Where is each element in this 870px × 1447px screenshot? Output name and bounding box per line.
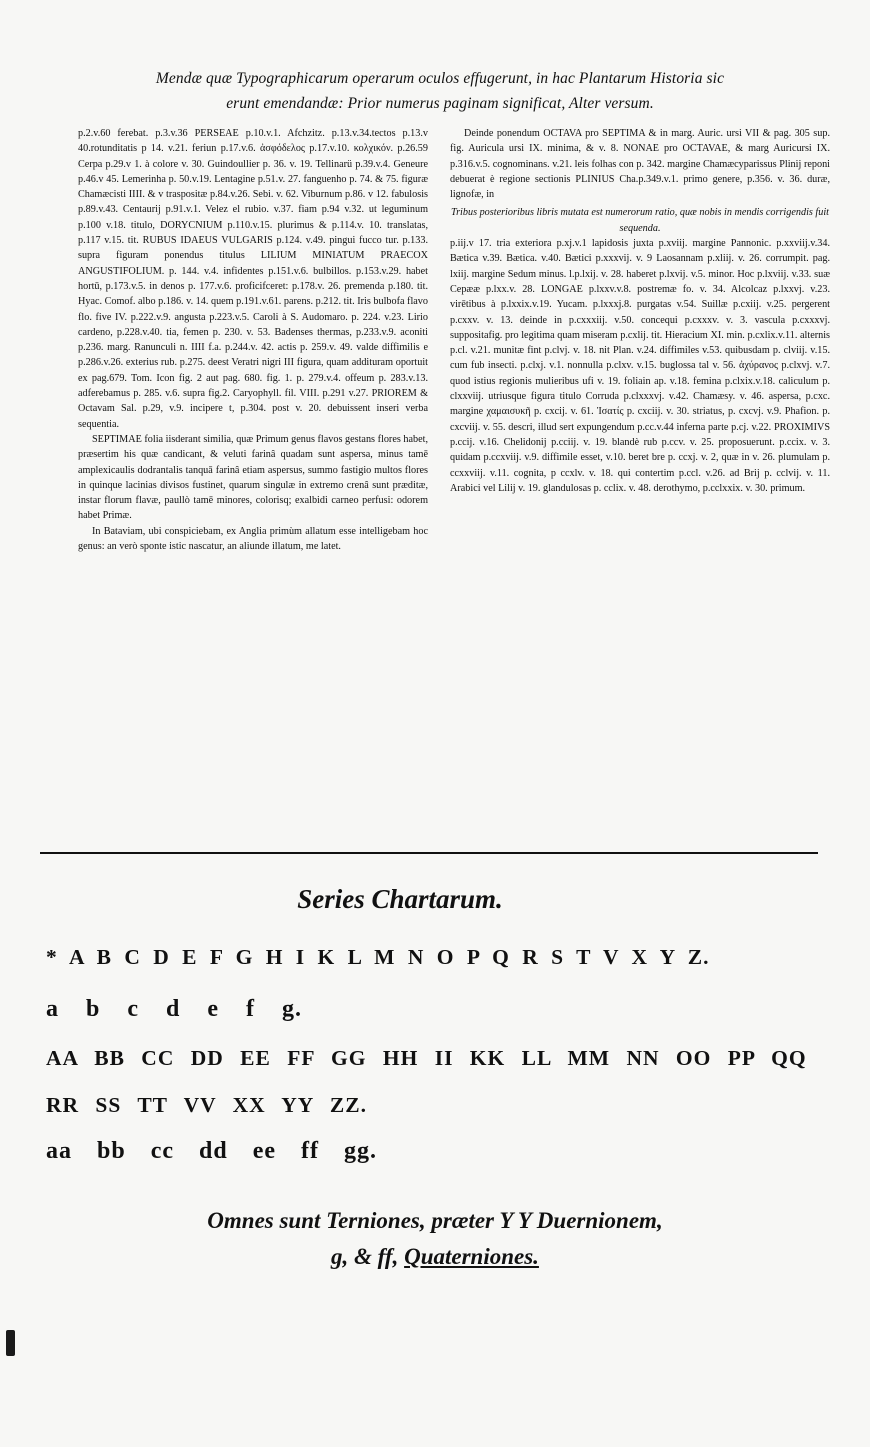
errata-title-line1: Mendæ quæ Typographicarum operarum oculos effugerunt, in hac Plantarum Historia sic [155, 70, 725, 87]
errata-right-column [450, 126, 830, 496]
page-edge-mark [6, 1330, 15, 1356]
series-title: Series Chartarum. [297, 884, 503, 914]
right-errata-list-2: p.iij.v 17. tria exteriora p.xj.v.1 lapidosis juxta p.xviij. margine Pannonic. p.xxviij.v.34. Bætica v.39. Bætica. v.40. Bætici p.xxxvij. v. 9 Laosannam p.xliij. v. 26. corrumpit. pag. lxiij. margine Sedum minus. l.p.lxij. v. 28. haberet p.lxvij. v.5. minor. Hoc p.lxviij. v.33. suæ Cepææ p.lxx.v. 28. LONGAE p.lxxv.v.8. postremæ fo. v. 34. Alcolcaz p.lxxvj. v.23. virētibus à p.lxxix.v.19. Yucam. p.lxxxj.8. purgatas v.54. Suillæ p.cxiij. v.25. pergerent p.cxxv. v. 13. deinde in p.cxxxiij. v.50. concequi p.cxxxv. v. 3. vascula p.cxxxvj. suppositafig. pro legitima quam miseram p.cxlij. tit. Hieracium XI. min. p.cxlix.v.11. alternis p.cl. v.21. munitæ fint p.clvj. v. 18. nit Plan. v.24. diffimiles v.53. quibusdam p. clviij. v.15. cum fub insecti. p.clxj. v.1. nonnulla p.clxv. v.15. buglossa tal v. 56. ἀχύρανος p.clxvj. v.7. quod istius regionis mulieribus ufi v. 19. foliain ap. v.18. femina p.clxix.v.18. caliculum p. clxxviij. utriusque figura titulo Corruda p.clxxxvj. v.42. Chamæsy. v. 46. aspersa, p.cxc. margine χαμαισυκῆ p. cxcij. v. 61. Ἰσατίς p. cxciij. v. 30. striatus, p. cxcvj. v.9. Phafion. p. cxcviij. v. 55. descri, illud sert expungendum p.cc.v.44 inferna parte p.cj. v.22. PROXIMIVS p.ccij. v.16. Chelidonij p.cciij. v. 19. blandè rub p.ccv. v. 25. proposuerunt. p.ccix. v. 3. quidam p.ccxviij. v.9. diffimile esset, v.10. beret bre p. ccxj. v. 2, quæ in v. 26. plumulam p. ccxxviij. v.11. cognita, p ccxlv. v. 18. qui contertim p.ccl. v.26. ad Brij p. cclvij. v. 11. Arabici vel Lilij v. 19. glandulosas p. cclix. v. 48. derothymo, p.cclxxix. v. 30. primum. [450, 238, 830, 494]
right-section-heading: Tribus posterioribus libris mutata est numerorum ratio, quæ nobis in mendis corrigendis fuit sequenda. [450, 207, 829, 234]
errata-left-column [78, 126, 428, 554]
left-errata-list: p.2.v.60 ferebat. p.3.v.36 PERSEAE p.10.v.1. Afchzitz. p.13.v.34.tectos p.13.v 40.rotunditatis p 14. v.21. feriun p.17.v.6. ἀσφόδελος p.17.v.10. κολχικόν. p.26.59 Cerpa p.29.v 1. à colore v. 30. Guindoullier p. 36. v. 19. Tellinarü p.39.v.4. Geneure p.46.v 45. Lemerinha p. 50.v.19. Lentagine p.51.v. 27. fanguenho p. 74. & 75. figuræ Chamæcisti IIII. & v traspositæ p.84.v.26. Sebi. v. 62. Viburnum p.86. v 12. fabulosis p.89.v.43. Centaurij p.91.v.1. Velez el rubio. v.37. fiam p.94 v.32. ut leguminum p.100 v.18. titulo, DORYCNIUM p.110.v.15. plurimus & p.114.v. 10. translatas, p.117 v.15. tit. RUBUS IDAEUS VULGARIS p.124. v.49. pingui fucco tur. p.133. supra figuram ponendus titulus LILIUM MINIATUM PRAECOX ANGUSTIFOLIUM. p. 144. v.4. infidentes p.151.v.6. bulbillos. p.153.v.29. habet hortū, p.173.v.5. in denos p. 177.v.6. proficifceret: p.178.v. 26. premenda p.180. tit. Hyac. Comof. albo p.186. v. 14. quem p.191.v.61. parens. p.212. tit. Iris bulbofa flavo flo. five IV. p.222.v.9. angusta p.223.v.5. Caroli à S. Audomaro. p. 224. v.23. Lirio cardeno, p.228.v.40. tia, femen p. 230. v. 53. Badenses thermas, p.233.v.9. aconiti p.236. marg. Ranunculi n. IIII f.a. p.244.v. 42. actis p. 259.v. 49. valde diffimilis e p.286.v.26. exterius rub. p.275. deest Veratri nigri III figura, quam addituram oportuit ex pag.679. Tom. Icon fig. 2 aut pag. 680. fig. 1. p. 279.v.4. offeum p. 283.v.13. adferebamus p. 285. v.6. supra fig.2. Caryophyll. fil. VIII. p.291 v.27. PRIOREM & Octavam Sal. p.29, v.9. incipere t, p.304. post v. 20. debuissent inseri verba sequentia. [78, 128, 428, 430]
signature-row-double-lowercase: aa bb cc dd ee ff gg. [46, 1138, 377, 1164]
collation-note [0, 1203, 870, 1275]
right-errata-list: Deinde ponendum OCTAVA pro SEPTIMA & in marg. Auric. ursi VII & pag. 305 sup. fig. Auricula ursi IX. minima, & v. 8. NONAE pro OCTAVAE, & marg Auricursi IX. p.316.v.5. cognominans. v.21. leis folhas con p. 342. margine Chamæcyparissus Plinij reponi debuerat è regione sectionis PLINIUS Cha.p.349.v.1. primo genere, p.356. v. 36. duræ, lignofæ, in [450, 128, 830, 201]
collation-note-line2 [0, 1239, 870, 1275]
signature-row-lowercase: a b c d e f g. [46, 996, 302, 1022]
section-divider [40, 852, 818, 854]
left-closing-paragraph: In Bataviam, ubi conspiciebam, ex Anglia primùm allatum esse intelligebam hoc genus: an verò sponte istic nascatur, an aliunde illatum, me latet. [78, 525, 428, 553]
signature-row-capitals: * A B C D E F G H I K L M N O P Q R S T V X Y Z. [46, 945, 710, 969]
errata-title [70, 66, 810, 116]
signature-row-double-capitals-2: RR SS TT VV XX YY ZZ. [46, 1093, 367, 1117]
collation-note-line1: Omnes sunt Terniones, præter Y Y Duernionem, [207, 1208, 663, 1233]
collation-note-line2-b: Quaterniones. [404, 1244, 539, 1269]
collation-note-line2-a: g, & ff, [331, 1244, 399, 1269]
signature-row-double-capitals-1: AA BB CC DD EE FF GG HH II KK LL MM NN OO PP QQ [46, 1046, 807, 1070]
errata-title-line2: erunt emendandæ: Prior numerus paginam significat, Alter versum. [226, 95, 654, 112]
left-insert-paragraph: SEPTIMAE folia iisderant similia, quæ Primum genus flavos gestans flores habet, præsertim his quæ candicant, & veluti farinâ quadam sunt aspersa, minus tamē amplexicaulis dodrantalis tanquā farinâ etiam aspersus, summo fastigio multos flores in quinque lacinias divisos fustinet, quarum singulæ in extremo crenâ sunt præditæ, instar florum flavæ, paullò tamē minores, colorisq; exalbidi carneo perfusi: odorem habet Primæ. [78, 433, 428, 522]
